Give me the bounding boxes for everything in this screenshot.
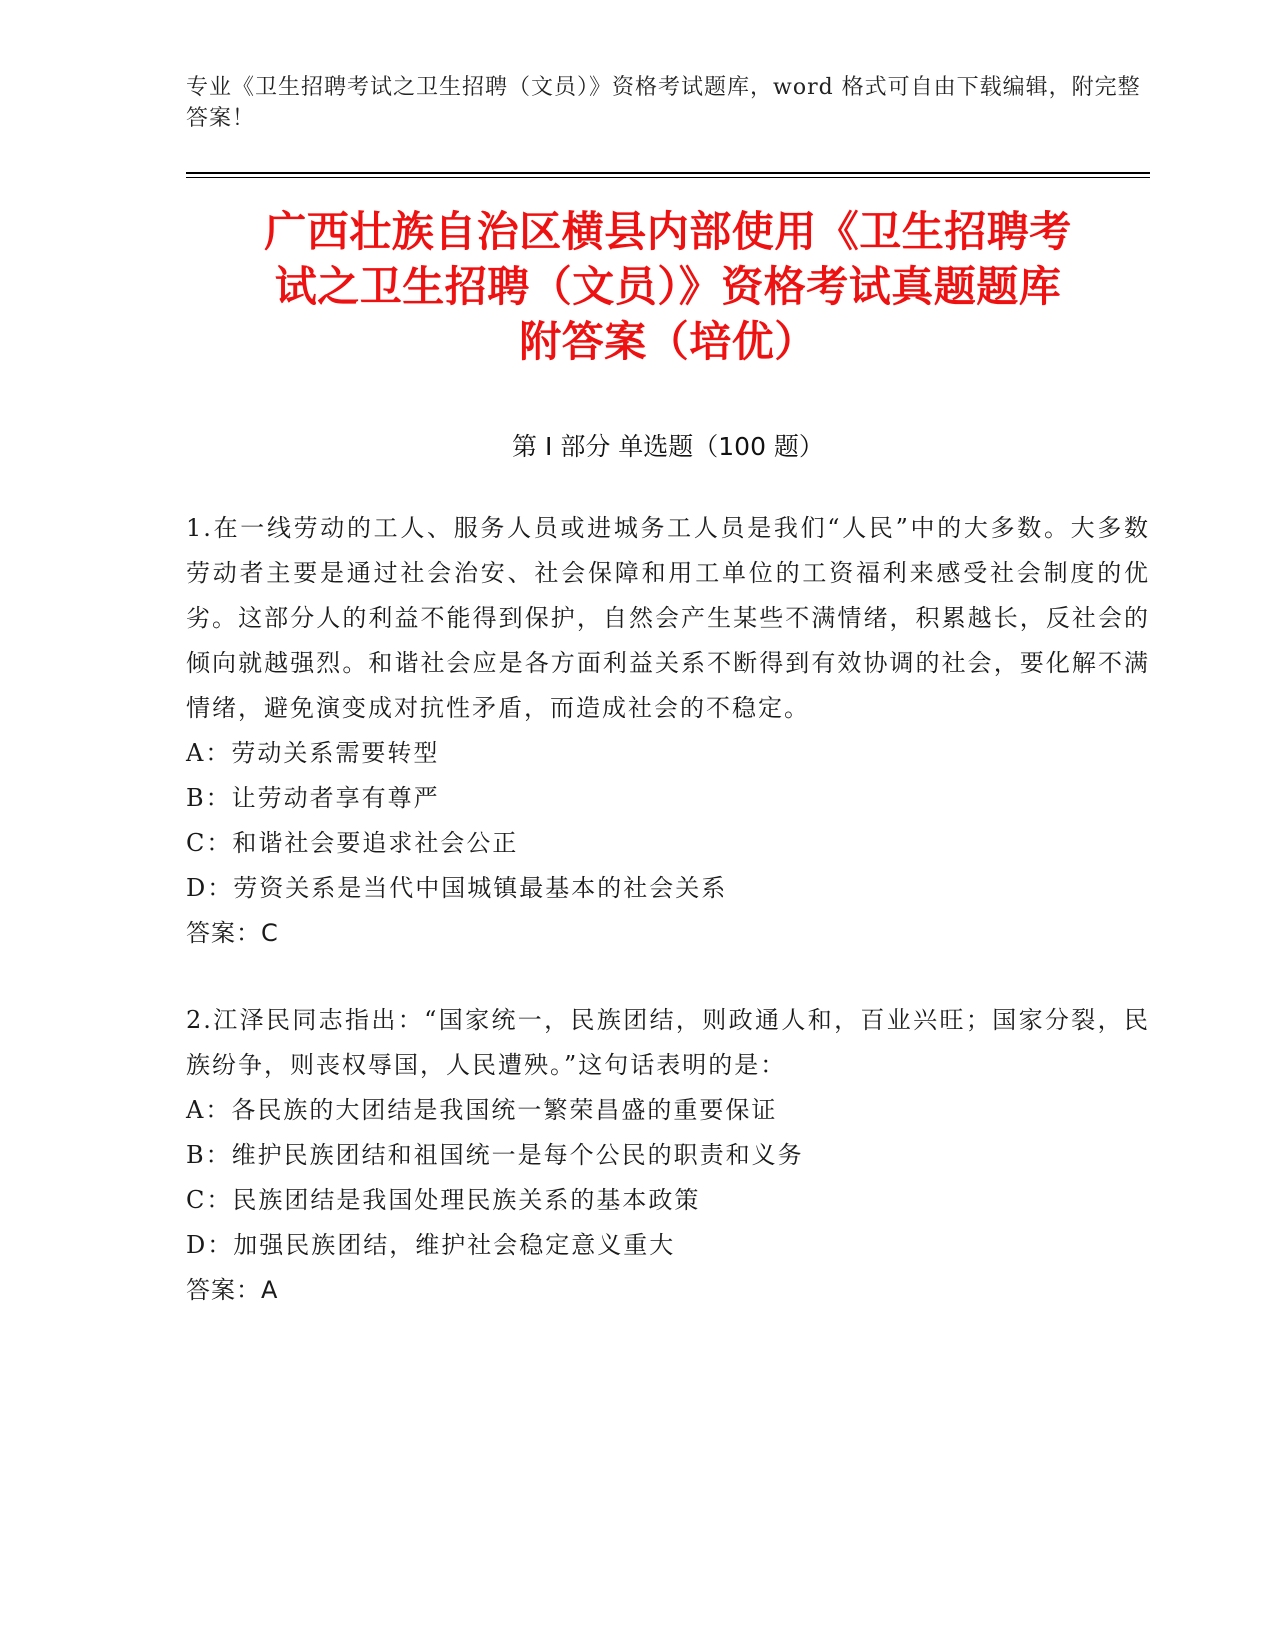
document-title — [186, 204, 1150, 369]
option-a: A：劳动关系需要转型 — [186, 739, 440, 767]
option-a: A：各民族的大团结是我国统一繁荣昌盛的重要保证 — [186, 1096, 778, 1124]
option-c: C：民族团结是我国处理民族关系的基本政策 — [186, 1186, 701, 1214]
document-title-line-1: 广西壮族自治区横县内部使用《卫生招聘考 — [264, 207, 1072, 256]
option-c: C：和谐社会要追求社会公正 — [186, 829, 519, 857]
question-stem: 2.江泽民同志指出：“国家统一，民族团结，则政通人和，百业兴旺；国家分裂，民族纷争，则丧权辱国，人民遭殃。”这句话表明的是： — [186, 1006, 1150, 1079]
option-d: D：劳资关系是当代中国城镇最基本的社会关系 — [186, 874, 728, 902]
section-heading: 第 I 部分 单选题（100 题） — [512, 432, 824, 461]
option-b: B：维护民族团结和祖国统一是每个公民的职责和义务 — [186, 1141, 804, 1169]
header-rule-thick — [186, 172, 1150, 174]
option-b: B：让劳动者享有尊严 — [186, 784, 440, 812]
question-stem: 1.在一线劳动的工人、服务人员或进城务工人员是我们“人民”中的大多数。大多数劳动者主要是通过社会治安、社会保障和用工单位的工资福利来感受社会制度的优劣。这部分人的利益不能得到保护，自然会产生某些不满情绪，积累越长，反社会的倾向就越强烈。和谐社会应是各方面利益关系不断得到有效协调的社会，要化解不满情绪，避免演变成对抗性矛盾，而造成社会的不稳定。 — [186, 514, 1150, 722]
document-page — [186, 72, 1150, 1313]
option-d: D：加强民族团结，维护社会稳定意义重大 — [186, 1231, 676, 1259]
header-note: 专业《卫生招聘考试之卫生招聘（文员）》资格考试题库，word 格式可自由下载编辑，附完整答案！ — [186, 75, 1141, 131]
document-title-line-2: 试之卫生招聘（文员）》资格考试真题题库 — [274, 262, 1062, 311]
question-2 — [186, 998, 1150, 1313]
header-rule-thin — [186, 177, 1150, 178]
answer-text: 答案：C — [186, 919, 279, 947]
document-title-line-3: 附答案（培优） — [519, 317, 817, 366]
answer-text: 答案：A — [186, 1276, 279, 1304]
question-1 — [186, 506, 1150, 956]
